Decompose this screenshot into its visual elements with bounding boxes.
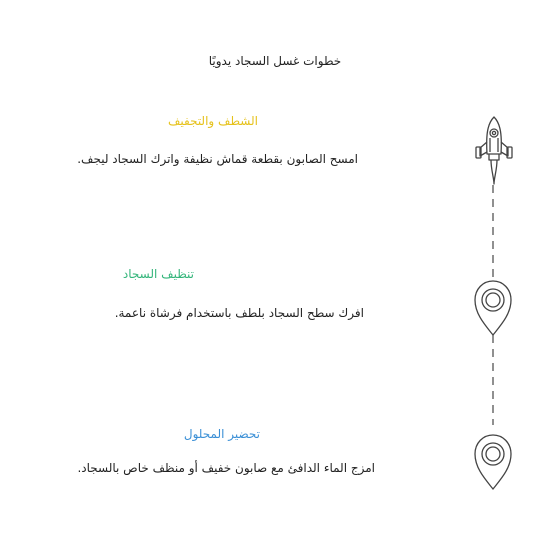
map-pin-icon (471, 432, 515, 492)
step-title-3: تحضير المحلول (183, 427, 260, 441)
step-desc-1: امسح الصابون بقطعة قماش نظيفة واترك السجاد ليجف. (77, 152, 358, 166)
step-title-1: الشطف والتجفيف (167, 114, 258, 128)
rocket-icon (474, 114, 514, 188)
map-pin-icon (471, 278, 515, 338)
step-title-2: تنظيف السجاد (122, 267, 194, 281)
step-desc-3: امزج الماء الدافئ مع صابون خفيف أو منظف خاص بالسجاد. (77, 461, 375, 475)
step-desc-2: افرك سطح السجاد بلطف باستخدام فرشاة ناعمة. (114, 306, 364, 320)
page-title: خطوات غسل السجاد يدويًا (208, 54, 342, 68)
